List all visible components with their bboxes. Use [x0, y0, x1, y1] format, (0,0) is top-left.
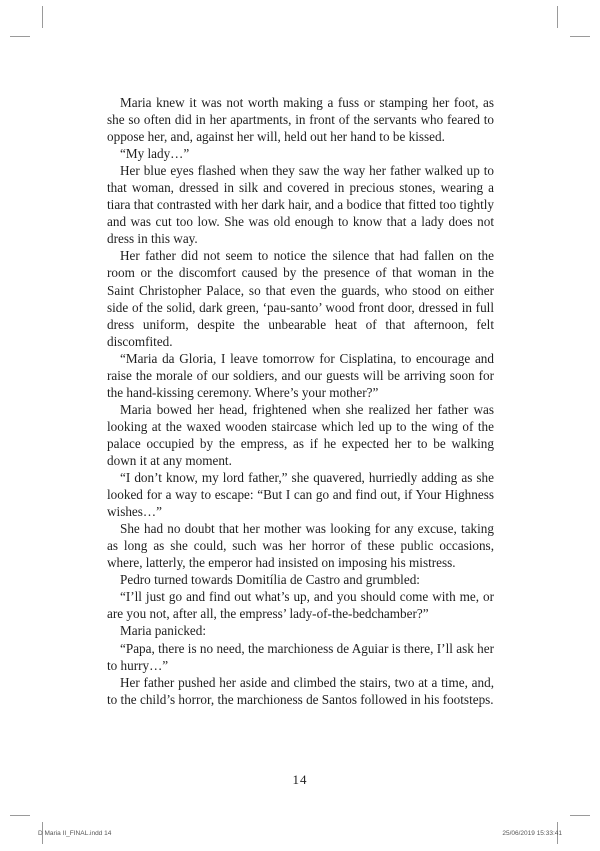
paragraph: Her blue eyes flashed when they saw the way her father walked up to that woman, dressed in silk and covered in precious stones, wearing a tiara that contrasted with her dark hair, and a bodice that fitted too tightly and was cut too low. She was old enough to know that a lady does not dress in this way.: [107, 163, 494, 247]
page-number: 14: [292, 772, 308, 787]
paragraph: She had no doubt that her mother was looking for any excuse, taking as long as she could, such was her horror of these public occasions, where, latterly, the emperor had insisted on imposing his mistress.: [107, 521, 494, 571]
paragraph: “I don’t know, my lord father,” she quavered, hurriedly adding as she looked for a way to escape: “But I can go and find out, if Your Highness wishes…”: [107, 470, 494, 520]
paragraph: Her father did not seem to notice the silence that had fallen on the room or the discomfort caused by the presence of that woman in the Saint Christopher Palace, so that even the guards, who stood on either side of the solid, dark green, ‘pau-santo’ wood front door, dressed in full dress uniform, despite the unbearable heat of that afternoon, felt discomfited.: [107, 248, 494, 349]
crop-mark-top-left-h: [10, 36, 30, 37]
paragraph: “Maria da Gloria, I leave tomorrow for Cisplatina, to encourage and raise the morale of our soldiers, and our guests will be arriving soon for the hand-kissing ceremony. Where’s your mother?”: [107, 350, 494, 400]
crop-mark-bottom-left-h: [10, 815, 30, 816]
paragraph: Her father pushed her aside and climbed the stairs, two at a time, and, to the child’s horror, the marchioness de Santos followed in his footsteps.: [107, 674, 494, 707]
paragraph: “Papa, there is no need, the marchioness de Aguiar is there, I’ll ask her to hurry…”: [107, 640, 494, 673]
crop-mark-top-right-h: [570, 36, 590, 37]
slug-timestamp: 25/06/2019 15:33:41: [502, 830, 562, 837]
crop-mark-top-right: [557, 6, 558, 28]
slug-filename: D Maria II_FINAL.indd 14: [38, 830, 112, 837]
paragraph: Maria knew it was not worth making a fuss or stamping her foot, as she so often did in her apartments, in front of the servants who feared to oppose her, and, against her will, held out her hand to be kissed.: [107, 95, 494, 145]
body-text: [107, 94, 494, 708]
crop-mark-top-left: [42, 6, 43, 28]
crop-mark-bottom-right-h: [570, 815, 590, 816]
paragraph: Maria bowed her head, frightened when she realized her father was looking at the waxed wooden staircase which led up to the wing of the palace occupied by the empress, as if he expected her to be walking down it at any moment.: [107, 401, 494, 468]
paragraph: Maria panicked:: [120, 623, 207, 639]
paragraph: Pedro turned towards Domitília de Castro and grumbled:: [120, 572, 420, 588]
paragraph: “I’ll just go and find out what’s up, and you should come with me, or are you not, after all, the empress’ lady-of-the-bedchamber?”: [107, 589, 494, 622]
paragraph: “My lady…”: [120, 146, 190, 162]
